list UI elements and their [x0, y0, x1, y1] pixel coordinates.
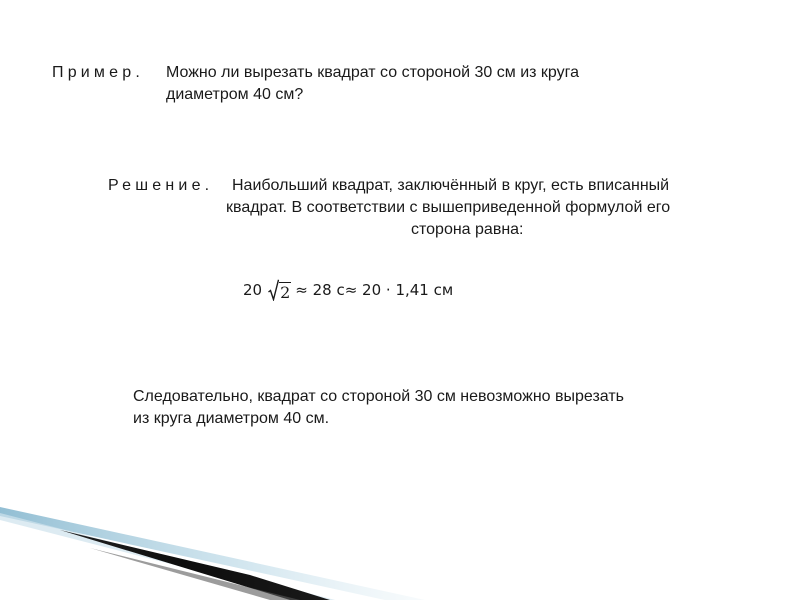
solution-line-2: квадрат. В соответствии с вышеприведенной формулой его: [226, 199, 671, 216]
formula-radicand: 2: [280, 283, 291, 302]
solution-line-1: Наибольший квадрат, заключённый в круг, есть вписанный: [232, 177, 670, 194]
conclusion-line-1: Следовательно, квадрат со стороной 30 см невозможно вырезать: [133, 388, 624, 405]
formula-coefficient: 20: [243, 281, 263, 299]
light-blue-stripe: [0, 507, 425, 600]
formula-approximation: ≈ 28 с≈ 20 · 1,41 см: [295, 281, 454, 299]
example-question-line-1: Можно ли вырезать квадрат со стороной 30 см из круга: [166, 64, 580, 81]
dark-stripe: [60, 530, 330, 600]
conclusion-line-2: из круга диаметром 40 см.: [133, 410, 330, 427]
solution-label: Решение.: [108, 177, 214, 194]
solution-line-3: сторона равна:: [411, 221, 524, 238]
example-question-line-2: диаметром 40 см?: [166, 86, 304, 103]
example-label: Пример.: [52, 64, 144, 81]
